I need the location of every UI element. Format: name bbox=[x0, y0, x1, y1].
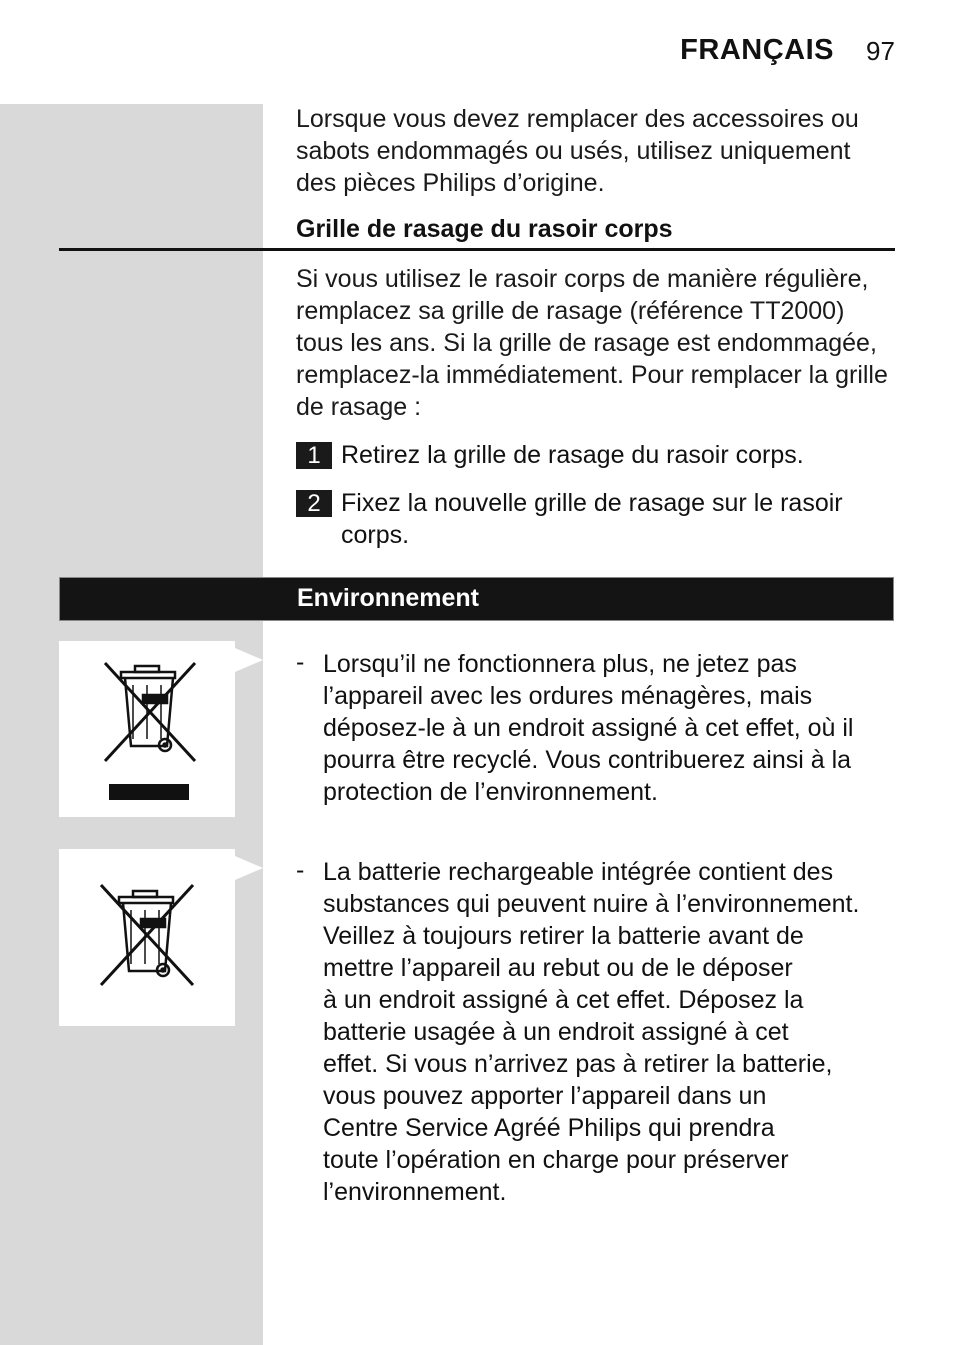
step-text-1 bbox=[341, 439, 881, 471]
text-line: Lorsqu’il ne fonctionnera plus, ne jetez pas bbox=[323, 650, 797, 678]
callout-pointer bbox=[235, 648, 263, 672]
text-line: substances qui peuvent nuire à l’environnement. bbox=[323, 890, 860, 918]
text-line: remplacez sa grille de rasage (référence TT2000) bbox=[296, 297, 845, 325]
text-line: Retirez la grille de rasage du rasoir corps. bbox=[341, 441, 804, 469]
text-line: pourra être recyclé. Vous contribuerez ainsi à la bbox=[323, 746, 852, 774]
text-line: des pièces Philips d’origine. bbox=[296, 169, 605, 197]
step-number-2: 2 bbox=[296, 490, 332, 517]
text-line: toute l’opération en charge pour préserver bbox=[323, 1146, 789, 1174]
section-title-shaving-foil: Grille de rasage du rasoir corps bbox=[296, 215, 673, 243]
text-line: batterie usagée à un endroit assigné à cet bbox=[323, 1018, 789, 1046]
text-line: tous les ans. Si la grille de rasage est endommagée, bbox=[296, 329, 877, 357]
text-line: sabots endommagés ou usés, utilisez uniquement bbox=[296, 137, 851, 165]
text-line: l’environnement. bbox=[323, 1178, 507, 1206]
text-line: déposez-le à un endroit assigné à cet effet, où il bbox=[323, 714, 854, 742]
crossed-out-wheelie-bin-icon bbox=[59, 849, 235, 1026]
text-line: Lorsque vous devez remplacer des accessoires ou bbox=[296, 105, 859, 133]
bullet-text-2 bbox=[323, 856, 883, 1208]
text-line: Centre Service Agréé Philips qui prendra bbox=[323, 1114, 775, 1142]
bullet-dash: - bbox=[296, 856, 305, 884]
crossed-out-wheelie-bin-with-bar-icon bbox=[59, 641, 235, 817]
section-divider bbox=[59, 248, 895, 251]
text-line: corps. bbox=[341, 521, 410, 549]
section-title-environment: Environnement bbox=[297, 584, 479, 612]
section1-paragraph bbox=[296, 263, 888, 423]
bullet-dash: - bbox=[296, 648, 305, 676]
battery-recycling-icon-box bbox=[59, 849, 235, 1026]
text-line: Veillez à toujours retirer la batterie avant de bbox=[323, 922, 804, 950]
text-line: La batterie rechargeable intégrée contient des bbox=[323, 858, 834, 886]
bullet-text-1 bbox=[323, 648, 883, 808]
recycling-icon-box bbox=[59, 641, 235, 817]
text-line: de rasage : bbox=[296, 393, 422, 421]
step-number-1: 1 bbox=[296, 442, 332, 469]
text-line: remplacez-la immédiatement. Pour remplacer la grille bbox=[296, 361, 888, 389]
text-line: protection de l’environnement. bbox=[323, 778, 658, 806]
language-header: FRANÇAIS bbox=[680, 34, 834, 66]
page-number: 97 bbox=[866, 36, 895, 66]
text-line: à un endroit assigné à cet effet. Déposez la bbox=[323, 986, 804, 1014]
text-line: l’appareil avec les ordures ménagères, mais bbox=[323, 682, 813, 710]
text-line: Si vous utilisez le rasoir corps de manière régulière, bbox=[296, 265, 869, 293]
text-line: effet. Si vous n’arrivez pas à retirer la batterie, bbox=[323, 1050, 833, 1078]
step-text-2 bbox=[341, 487, 881, 551]
text-line: vous pouvez apporter l’appareil dans un bbox=[323, 1082, 767, 1110]
intro-paragraph bbox=[296, 103, 859, 199]
text-line: mettre l’appareil au rebut ou de le déposer bbox=[323, 954, 793, 982]
environment-section-bar bbox=[59, 577, 894, 621]
callout-pointer bbox=[235, 856, 263, 880]
text-line: Fixez la nouvelle grille de rasage sur le rasoir bbox=[341, 489, 843, 517]
